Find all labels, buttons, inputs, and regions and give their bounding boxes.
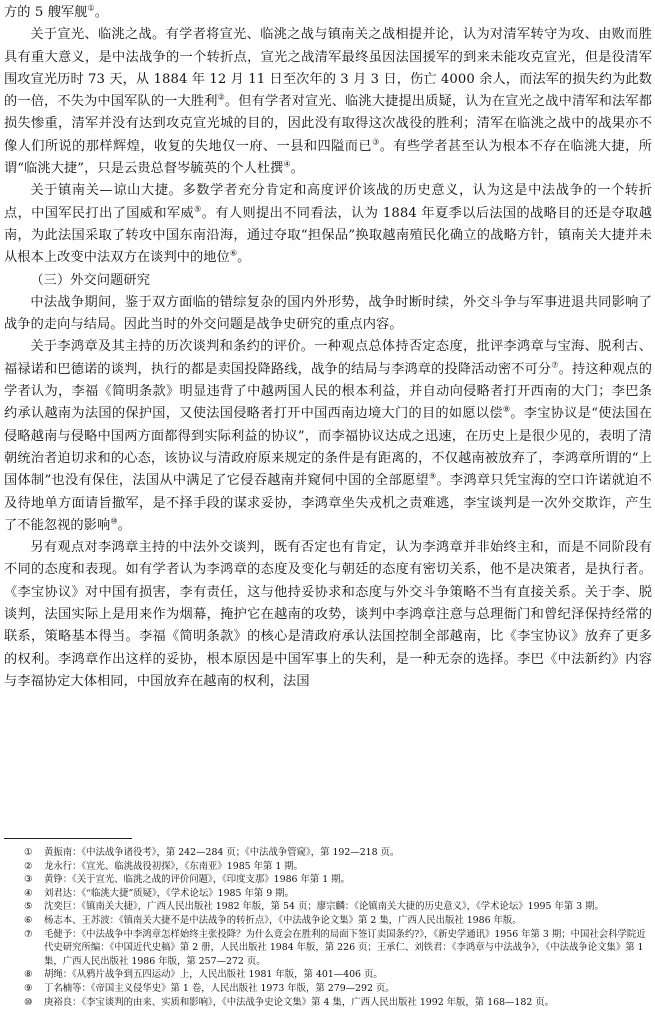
footnote-text: 胡绳：《从鸦片战争到五四运动》上，人民出版社 1981 年版，第 401—406 页。 [44, 969, 383, 981]
footnote [4, 887, 652, 901]
footnotes [4, 846, 652, 1009]
footnote-marker: ⑥ [229, 248, 238, 258]
paragraph-text: 。 [290, 161, 305, 177]
footnote-number: ⑧ [24, 969, 33, 981]
paragraph-text: 。 [117, 517, 131, 533]
paragraph-text: 中法战争期间，鉴于双方面临的错综复杂的国内外形势，战争时断时续，外交斗争与军事进退共同影响了战争的走向与结局。因此当时的外交问题是战争史研究的重点内容。 [4, 294, 652, 333]
paragraph-text: 。有人则提出不同看法，认为 1884 年夏季以后法国的战略目的还是夺取越南，为此法国采取了转攻中国东南沿海，通过夺取“担保品”换取越南殖民化确立的战略方针，镇南关大捷并未从根本上改变中法双方在谈判中的地位 [4, 205, 652, 266]
footnote [4, 968, 652, 982]
paragraph-text: 关于镇南关—谅山大捷。多数学者充分肯定和高度评价该战的历史意义，认为这是中法战争的一个转折点，中国军民打出了国威和军威 [4, 183, 652, 221]
footnote-text: 杨志本、王苏波：《镇南关大捷不是中法战争的转折点》，《中法战争论文集》第 2 集，广西人民出版社 1986 年版。 [44, 914, 522, 926]
paragraph-text: 。李鸿章只凭宝海的空口许诺就迫不及待地单方面请旨撤军，是不择手段的谋求妥协，李鸿章坐失戎机之责难逃，李宝谈判是一次外交欺诈，产生了不能忽视的影响 [4, 473, 652, 533]
paragraph-text: 关于李鸿章及其主持的历次谈判和条约的评价。一种观点总体持否定态度，批评李鸿章与宝海、脱利古、福禄诺和巴德诺的谈判，执行的都是卖国投降路线，战争的结局与李鸿章的投降活动密不可分 [4, 339, 652, 377]
footnote [4, 928, 652, 969]
section-heading [4, 270, 652, 292]
footnote-marker: ① [87, 3, 95, 13]
paragraph-text: 。但有学者对宣光、临洮大捷提出质疑，认为在宣光之战中清军和法军都损失惨重，清军并没有达到攻克宣光城的目的，因此没有取得这次战役的胜利；清军在临洮之战中的战果亦不像人们所说的那样辉煌，收复的失地仅一府、一县和四隘而已 [4, 94, 652, 154]
footnote-text: 黄振南：《中法战争诸役考》，第 242—284 页；《中法战争管窥》，第 192—218 页。 [44, 847, 400, 858]
footnote [4, 860, 652, 874]
footnote-text: 刘君达：《“临洮大捷”质疑》，《学术论坛》1985 年第 9 期。 [44, 887, 294, 899]
footnote [4, 996, 652, 1009]
footnote-number: ④ [24, 887, 33, 899]
footnote-marker: ⑨ [428, 471, 437, 481]
paragraph-text: 关于宣光、临洮之战。有学者将宣光、临洮之战与镇南关之战相提并论，认为对清军转守为攻、由败而胜具有重大意义，是中法战争的一个转折点，宣光之战清军最终虽因法国援军的到来未能攻克宣光，但是役清军围攻宣光历时 73 天，从 1884 年 12 月 11 日至次年的 3 月 3 日，伤亡 4000 余人，而法军的损失约为此数的一倍，不失为中国军队的一大胜利 [4, 27, 652, 110]
footnote-number: ⑥ [24, 914, 33, 926]
footnote-marker: ⑩ [110, 516, 118, 526]
paragraph-text: 另有观点对李鸿章主持的中法外交谈判，既有否定也有肯定，认为李鸿章并非始终主和，而是不同阶段有不同的态度和表现。如有学者认为李鸿章的态度及变化与朝廷的态度有密切关系，他不是决策者，是执行者。《李宝协议》对中国有损害，李有责任，这与他持妥协求和态度与外交斗争策略不当有直接关系。关于李、脱谈判，法国实际上是用来作为烟幕，掩护它在越南的攻势，谈判中李鸿章注意与总理衙门和曾纪泽保持经常的联系，策略基本得当。李福《简明条款》的核心是清政府承认法国控制全部越南，比《李宝协议》放弃了更多的权利。李鸿章作出这样的妥协，根本原因是中国军事上的失利，是一种无奈的选择。李巴《中法新约》内容与李福协定大体相同，中国放弃在越南的权利，法国 [4, 540, 652, 689]
footnote-text: 沈奕巨：《镇南关大捷》，广西人民出版社 1982 年版，第 54 页；廖宗麟：《论镇南关大捷的历史意义》，《学术论坛》1995 年第 3 期。 [44, 901, 604, 913]
paragraph [4, 537, 652, 693]
paragraph-text: 。有些学者甚至认为根本不存在临洮大捷，所谓“临洮大捷”，只是云贵总督岑毓英的个人杜撰 [4, 138, 653, 177]
footnote-number: ⑨ [24, 982, 33, 994]
paragraph [4, 2, 652, 24]
paragraph [4, 180, 652, 269]
footnote-separator [4, 838, 132, 839]
footnote-number: ⑩ [24, 996, 33, 1008]
footnote-text: 丁名楠等：《帝国主义侵华史》第 1 卷，人民出版社 1973 年版，第 279—292 页。 [44, 982, 395, 994]
paragraph-text: 方的 5 艘军舰 [4, 5, 88, 20]
paragraph-text: 。李宝协议是“使法国在侵略越南与侵略中国两方面都得到实际利益的协议”，而李福协议达成之迅速，在历史上是很少见的，表明了清朝统治者迫切求和的心态，该协议与清政府原来规定的条件是有距离的，不仅越南被放弃了，李鸿章所谓的“上国体制”也没有保住，法国从中满足了它侵吞越南并窥伺中国的全部愿望 [4, 406, 652, 489]
paragraph-text: 。 [94, 5, 109, 20]
footnote-number: ③ [24, 874, 33, 886]
footnote-marker: ④ [283, 159, 291, 169]
footnote-text: 龙永行：《宣光、临洮战役初探》，《东南亚》1985 年第 1 期。 [44, 860, 304, 872]
footnote-marker: ⑧ [502, 404, 511, 414]
footnote [4, 900, 652, 914]
paragraph-text: 。 [237, 250, 251, 266]
footnote-marker: ⑦ [551, 360, 559, 370]
paragraph-text: 。持这种观点的学者认为，李福《简明条款》明显违背了中越两国人民的根本利益，并自动向侵略者打开西南的大门；李巴条约承认越南为法国的保护国，又使法国侵略者打开中国西南边境大门的目的如愿以偿 [4, 361, 653, 422]
body-text [4, 2, 652, 693]
paragraph-text: （三）外交问题研究 [30, 272, 150, 288]
footnote-text: 黄铮：《关于宣光、临洮之战的评价问题》，《印度支那》1986 年第 1 期。 [44, 874, 350, 886]
footnote-number: ⑦ [24, 928, 33, 940]
footnote-number: ⑤ [24, 901, 33, 913]
footnote [4, 982, 652, 996]
footnote-marker: ⑤ [194, 204, 202, 214]
footnote-number: ① [24, 847, 33, 858]
footnote-text: 毛健予：《中法战争中李鸿章怎样始终主张投降？为什么竟会在胜利的局面下签订卖国条约?》，《新史学通讯》1956 年第 3 期；中国社会科学院近代史研究所编：《中国近代史稿》第 2 册，人民出版社 1984 年版，第 226 页；王承仁、刘铁君：《李鸿章与中法战争》，《中法战争论文集》第 1 集，广西人民出版社 1986 年版，第 257—272 页。 [44, 928, 646, 967]
footnote-marker: ③ [372, 137, 380, 147]
footnote [4, 846, 652, 860]
paragraph [4, 24, 652, 180]
footnote-number: ② [24, 860, 33, 872]
footnote [4, 914, 652, 928]
paragraph [4, 292, 652, 337]
footnote-text: 庚裕良：《李宝谈判的由来、实质和影响》，《中法战争史论文集》第 4 集，广西人民出版社 1992 年版，第 168—182 页。 [44, 996, 555, 1008]
footnote-marker: ② [217, 92, 225, 102]
paragraph [4, 336, 652, 537]
footnote [4, 873, 652, 887]
